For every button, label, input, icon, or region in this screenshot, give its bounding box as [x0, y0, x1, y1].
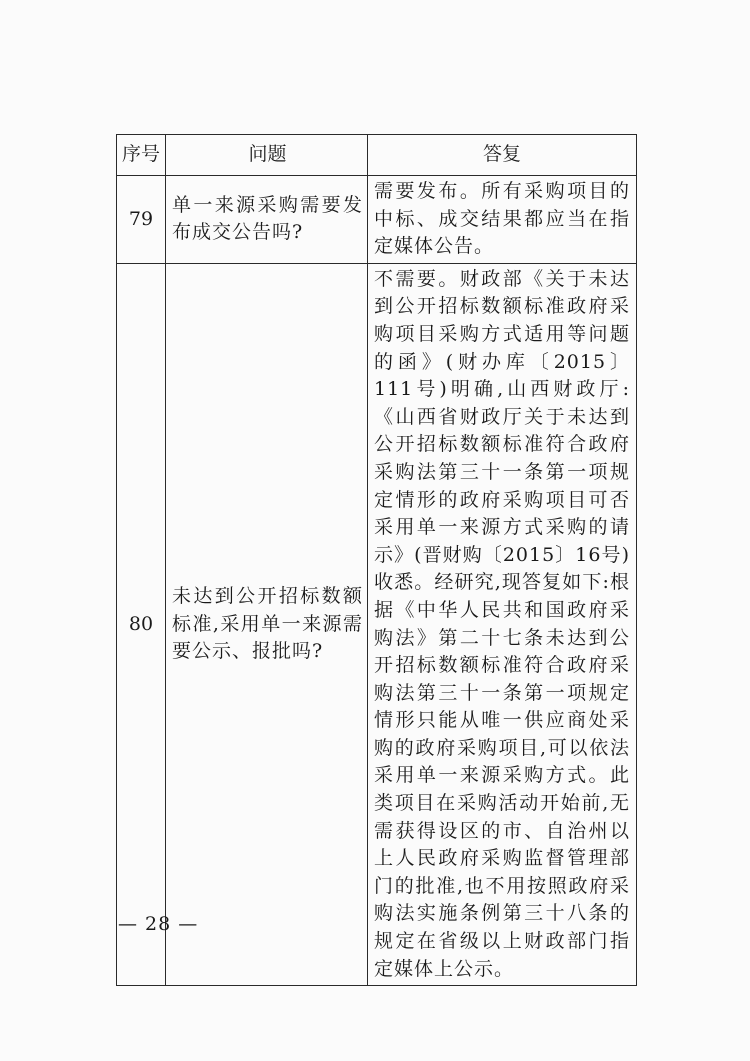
table-row	[117, 263, 637, 985]
row-serial-number: 80	[117, 263, 166, 985]
header-answer: 答复	[368, 135, 637, 176]
page-number: — 28 —	[118, 913, 199, 935]
qa-table	[116, 134, 637, 986]
row-answer: 不需要。财政部《关于未达到公开招标数额标准政府采购项目采购方式适用等问题的函》(财办库〔2015〕111号)明确,山西财政厅:《山西省财政厅关于未达到公开招标数额标准符合政府采购法第三十一条第一项规定情形的政府采购项目可否采用单一来源方式采购的请示》(晋财购〔2015〕16号)收悉。经研究,现答复如下:根据《中华人民共和国政府采购法》第二十七条未达到公开招标数额标准符合政府采购法第三十一条第一项规定情形只能从唯一供应商处采购的政府采购项目,可以依法采用单一来源采购方式。此类项目在采购活动开始前,无需获得设区的市、自治州以上人民政府采购监督管理部门的批准,也不用按照政府采购法实施条例第三十八条的规定在省级以上财政部门指定媒体上公示。	[368, 263, 637, 985]
row-question: 未达到公开招标数额标准,采用单一来源需要公示、报批吗?	[166, 263, 368, 985]
row-answer: 需要发布。所有采购项目的中标、成交结果都应当在指定媒体公告。	[368, 176, 637, 264]
row-question: 单一来源采购需要发布成交公告吗?	[166, 176, 368, 264]
header-serial-number: 序号	[117, 135, 166, 176]
table-header-row	[117, 135, 637, 176]
header-question: 问题	[166, 135, 368, 176]
row-serial-number: 79	[117, 176, 166, 264]
table-row	[117, 176, 637, 264]
